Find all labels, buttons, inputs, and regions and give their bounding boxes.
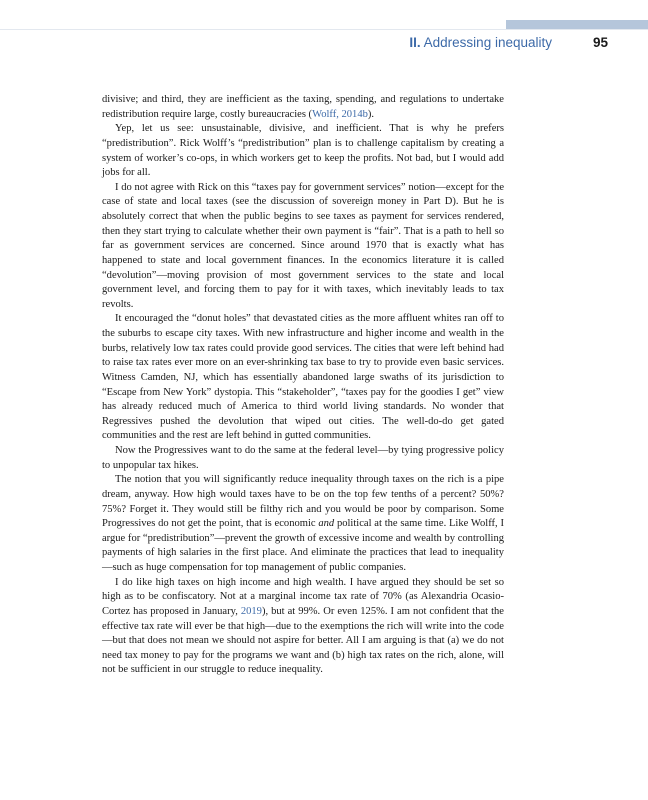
chapter-numeral: II. — [409, 35, 421, 50]
paragraph-3: I do not agree with Rick on this “taxes pay for government services” notion—except for the case of state and local taxes (see the discussion of sovereign money in Part D). But he is absolutely correct that when the public begins to see taxes as payment for services rendered, then they start trying to calculate whether their own payment is “fair”. That is a path to hell so far as government services are concerned. Since around 1970 that is exactly what has happened to state and local government finances. In the economics literature it is called “devolution”—moving provision of most government services to the state and local government level, and forcing them to pay for it with taxes, which inevitably leads to tax revolts. — [102, 181, 504, 310]
paragraph-text: ). — [367, 108, 375, 120]
emphasis: and — [318, 518, 335, 530]
paragraph-7 — [102, 576, 504, 678]
paragraph-text: The notion that you will significantly reduce inequality through taxes on the rich is a pipe dream, anyway. How high would taxes have to be on the top few tenths of a percent? 50%? 75%? Forget it. They would still be filthy rich and you would be poor by comparison. Some Progressives do not get the point, that is economic — [102, 474, 504, 530]
paragraph-1 — [102, 93, 504, 122]
header-rule — [0, 29, 648, 30]
paragraph-5: Now the Progressives want to do the same at the federal level—by tying progressive policy to unpopular tax hikes. — [102, 445, 504, 471]
page-number: 95 — [592, 35, 608, 50]
paragraph-text: I do like high taxes on high income and high wealth. I have argued they should be set so high as to be confiscatory. Not at a marginal income tax rate of 70% (as Alexandria Ocasio-Cortez has proposed in January, — [102, 576, 504, 617]
paragraph-2: Yep, let us see: unsustainable, divisive, and inefficient. That is why he prefers “predistribution”. Rick Wolff’s “predistribution” plan is to challenge capitalism by creating a system of worker’s co-ops, in which workers get to keep the profits. Not bad, but I would add jobs for all. — [102, 123, 504, 179]
paragraph-text: ), but at 99%. Or even 125%. I am not confident that the effective tax rate will ever be that high—due to the exemptions the rich will write into the code—but that does not mean we should not aspire for better. All I am arguing is that (a) we do not need tax money to pay for the programs we want and (b) high tax rates on the rich, alone, will not be sufficient in our struggle to reduce inequality. — [102, 605, 504, 676]
body-text — [102, 93, 504, 678]
paragraph-6 — [102, 473, 504, 575]
citation-link[interactable]: 2019 — [240, 605, 262, 617]
running-head — [409, 35, 552, 50]
paragraph-text: divisive; and third, they are inefficient as the taxing, spending, and regulations to undertake redistribution require large, costly bureaucracies ( — [102, 94, 504, 120]
citation-link[interactable]: Wolff, 2014b — [312, 108, 368, 120]
paragraph-text: political at the same time. Like Wolff, I argue for “predistribution”—prevent the growth of excessive income and wealth by controlling payments of high salaries in the first place. And eliminate the practices that lead to inequality—such as huge compensation for top management of public companies. — [102, 518, 504, 573]
paragraph-4: It encouraged the “donut holes” that devastated cities as the more affluent whites ran off to the suburbs to escape city taxes. With new infrastructure and higher income and wealth in the burbs, relatively low tax rates could provide good services. The cities that were left behind had to raise tax rates ever more on an ever-shrinking tax base to try to provide even basic services. Witness Camden, NJ, which has essentially abandoned large swaths of its jurisdiction to “Escape from New York” dystopia. This “stakeholder”, “taxes pay for the goodies I get” view has already reduced much of America to third world living standards. No wonder that Regressives pushed the devolution that wiped out cities. The well-do-do get gated communities and the rest are left behind in gutted communities. — [102, 313, 504, 442]
chapter-title: Addressing inequality — [423, 35, 552, 50]
header-accent-bar — [506, 20, 648, 29]
